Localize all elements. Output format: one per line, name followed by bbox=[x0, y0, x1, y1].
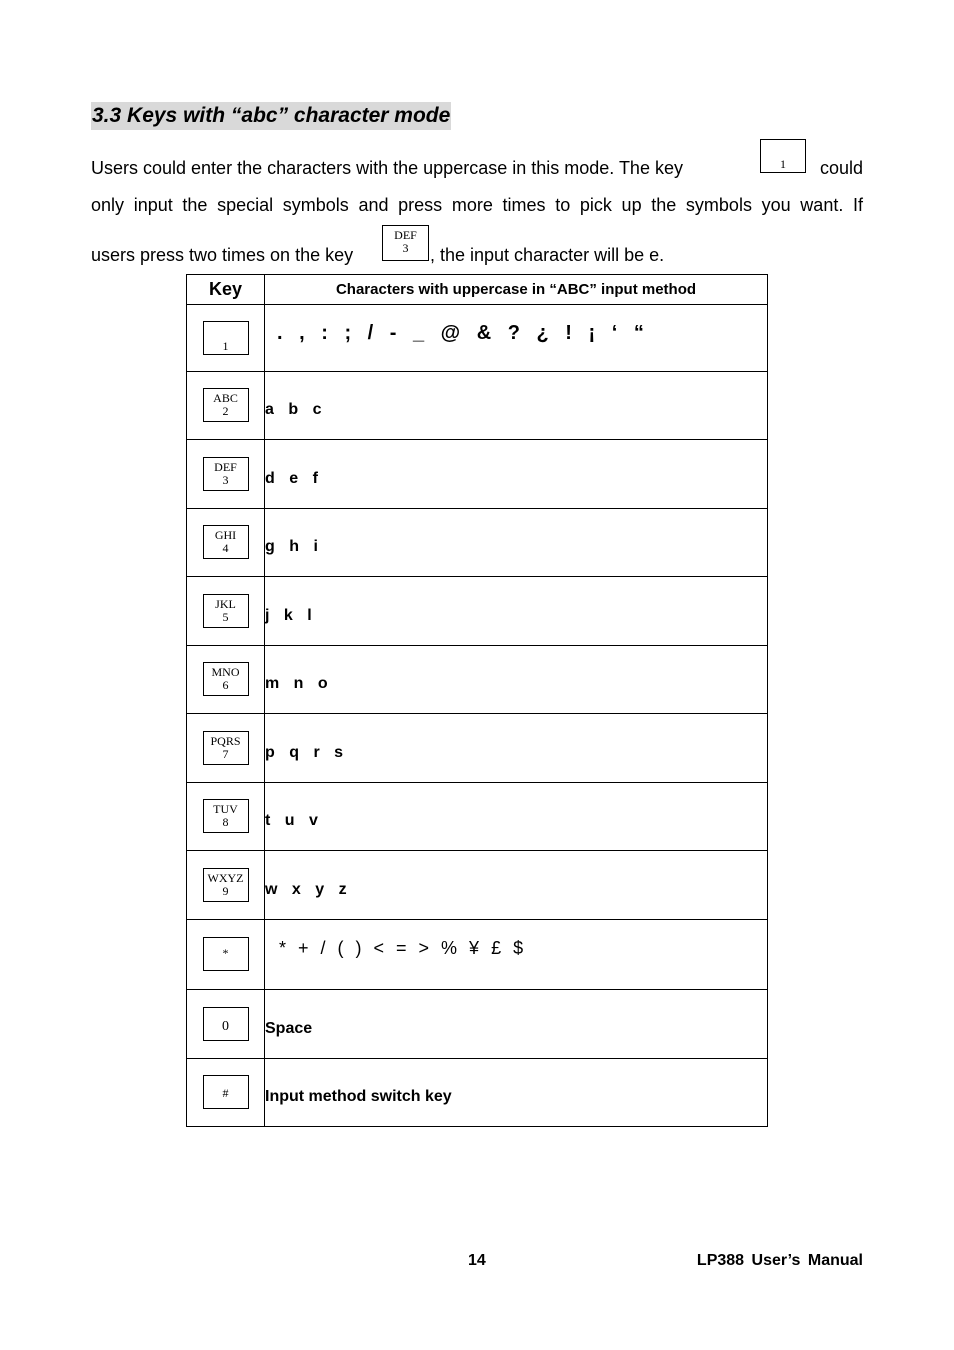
key-digit: 2 bbox=[222, 404, 229, 419]
header-characters: Characters with uppercase in “ABC” input method bbox=[265, 275, 768, 305]
key-digit: 8 bbox=[222, 815, 229, 830]
key-digit: 7 bbox=[222, 746, 229, 761]
key-mapping-table bbox=[186, 274, 768, 1127]
keypad-key-7 bbox=[203, 731, 249, 765]
key-digit: * bbox=[222, 946, 229, 961]
paragraph-line-1-text: Users could enter the characters with the uppercase in this mode. The key bbox=[91, 158, 683, 178]
page-number: 14 bbox=[468, 1252, 486, 1269]
section-heading: 3.3 Keys with “abc” character mode bbox=[91, 102, 451, 130]
key-digit: # bbox=[222, 1086, 229, 1101]
key-letters: PQRS bbox=[210, 733, 241, 748]
table-row bbox=[187, 782, 768, 851]
keypad-key-0 bbox=[203, 1007, 249, 1041]
table-row bbox=[187, 919, 768, 990]
key-digit: 9 bbox=[222, 883, 229, 898]
key-cell bbox=[187, 577, 265, 646]
key-letters: ABC bbox=[213, 391, 238, 406]
key-cell bbox=[187, 305, 265, 372]
keypad-key-8 bbox=[203, 799, 249, 833]
key-digit: 4 bbox=[222, 541, 229, 556]
key-cell bbox=[187, 714, 265, 783]
inline-key-def bbox=[382, 225, 429, 261]
paragraph-line-1-end-text: could bbox=[819, 158, 863, 178]
chars-cell: t u v bbox=[265, 782, 768, 851]
key-cell bbox=[187, 782, 265, 851]
key-digit: 6 bbox=[222, 678, 229, 693]
table-row bbox=[187, 371, 768, 440]
key-cell bbox=[187, 508, 265, 577]
key-letters: GHI bbox=[214, 528, 237, 543]
key-digit: 1 bbox=[222, 338, 229, 353]
chars-cell: j k l bbox=[265, 577, 768, 646]
inline-key-1-digit: 1 bbox=[780, 157, 786, 171]
paragraph-line-3-end bbox=[430, 244, 730, 266]
paragraph-line-3-end-text: , the input character will be e. bbox=[430, 245, 665, 265]
inline-key-def-letters: DEF bbox=[394, 228, 417, 242]
key-cell bbox=[187, 990, 265, 1059]
inline-key-1 bbox=[760, 139, 806, 173]
key-digit: 0 bbox=[222, 1018, 229, 1034]
table-row bbox=[187, 1058, 768, 1127]
keypad-key-5 bbox=[203, 594, 249, 628]
keypad-key-9 bbox=[203, 868, 249, 902]
table-row bbox=[187, 577, 768, 646]
keypad-key-3 bbox=[203, 457, 249, 491]
table-row bbox=[187, 851, 768, 920]
table-row bbox=[187, 645, 768, 714]
inline-key-def-digit: 3 bbox=[402, 241, 409, 255]
key-cell bbox=[187, 851, 265, 920]
key-cell bbox=[187, 919, 265, 990]
keypad-key-2 bbox=[203, 388, 249, 422]
chars-cell: Input method switch key bbox=[265, 1058, 768, 1127]
key-letters: DEF bbox=[214, 459, 237, 474]
key-digit: 3 bbox=[222, 472, 229, 487]
paragraph-line-1-end bbox=[817, 157, 863, 179]
chars-cell: Space bbox=[265, 990, 768, 1059]
keypad-key-1 bbox=[203, 321, 249, 355]
chars-cell: m n o bbox=[265, 645, 768, 714]
paragraph-line-3-text: users press two times on the key bbox=[91, 245, 354, 265]
table-row bbox=[187, 714, 768, 783]
key-cell bbox=[187, 440, 265, 509]
paragraph-line-1 bbox=[91, 157, 748, 179]
table-row bbox=[187, 440, 768, 509]
key-cell bbox=[187, 371, 265, 440]
keypad-key-6 bbox=[203, 662, 249, 696]
keypad-key-hash bbox=[203, 1075, 249, 1109]
chars-cell: a b c bbox=[265, 371, 768, 440]
key-letters: MNO bbox=[211, 665, 240, 680]
key-cell bbox=[187, 645, 265, 714]
key-digit: 5 bbox=[222, 609, 229, 624]
paragraph-line-2: only input the special symbols and press more times to pick up the symbols you want. If bbox=[91, 195, 863, 215]
table-row bbox=[187, 990, 768, 1059]
key-letters: TUV bbox=[213, 802, 238, 817]
keypad-key-4 bbox=[203, 525, 249, 559]
table-row bbox=[187, 508, 768, 577]
chars-cell: d e f bbox=[265, 440, 768, 509]
table-header-row bbox=[187, 275, 768, 305]
chars-cell: . , : ; / - _ @ & ? ¿ ! ¡ ‘ “ bbox=[265, 305, 768, 372]
keypad-key-star bbox=[203, 937, 249, 971]
table-row bbox=[187, 305, 768, 372]
paragraph-line-3 bbox=[91, 244, 381, 266]
manual-title: LP388 User’s Manual bbox=[696, 1252, 863, 1269]
key-letters: JKL bbox=[215, 596, 236, 611]
chars-cell: * + / ( ) < = > % ¥ £ $ bbox=[265, 919, 768, 990]
chars-cell: g h i bbox=[265, 508, 768, 577]
key-letters: WXYZ bbox=[207, 870, 244, 885]
chars-cell: w x y z bbox=[265, 851, 768, 920]
chars-cell: p q r s bbox=[265, 714, 768, 783]
key-cell bbox=[187, 1058, 265, 1127]
header-key: Key bbox=[187, 275, 265, 305]
